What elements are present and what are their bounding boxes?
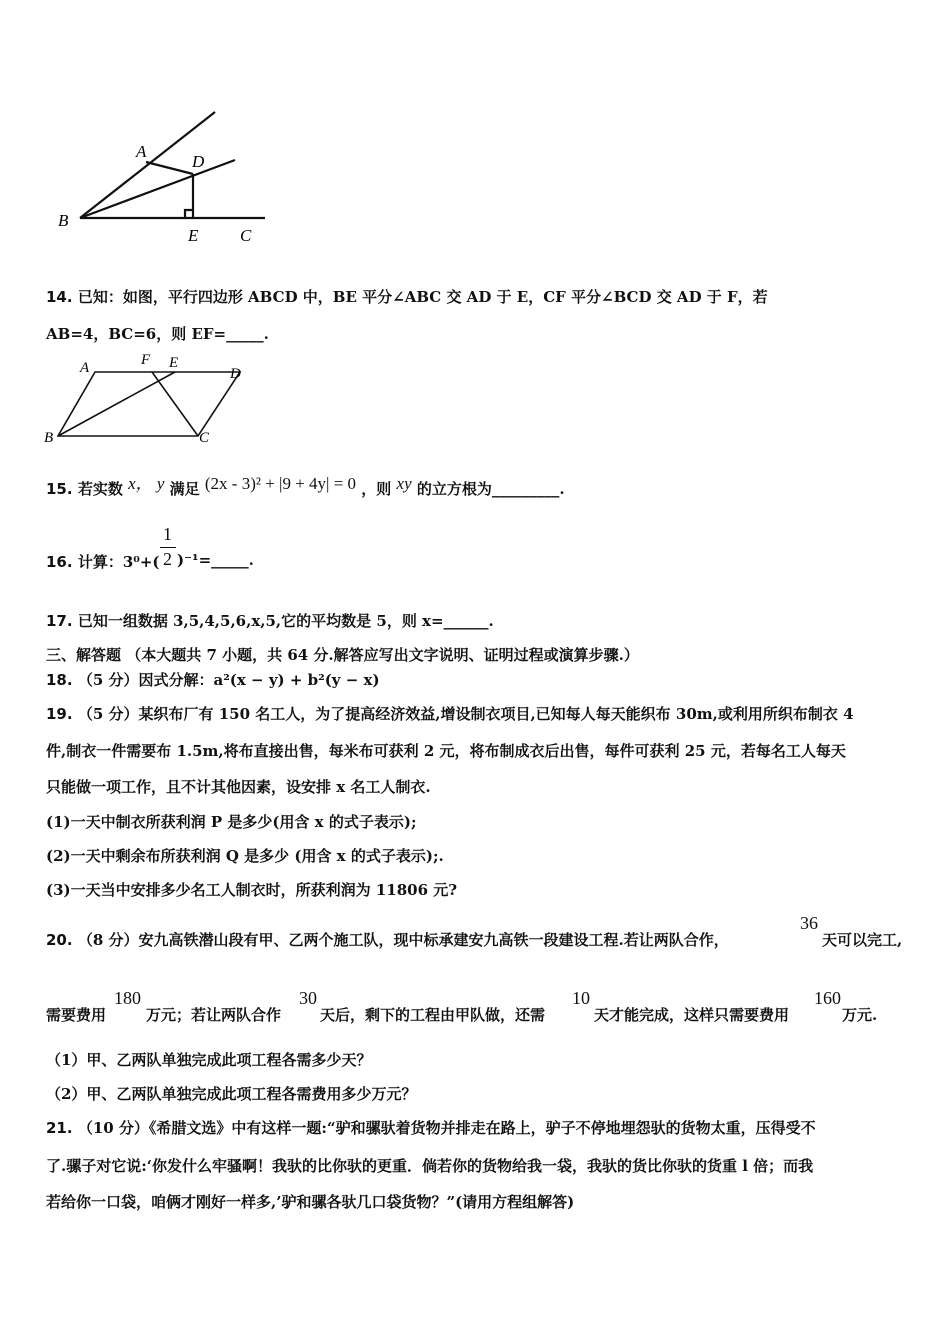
q20-sub2: （2）甲、乙两队单独完成此项工程各需费用多少万元？ — [46, 1085, 417, 1103]
q20-sub1: （1）甲、乙两队单独完成此项工程各需多少天？ — [46, 1051, 372, 1069]
q16-number: 16. — [46, 553, 73, 571]
q16-fraction-numerator: 1 — [163, 524, 172, 544]
q16-line — [46, 551, 160, 572]
q19-text-1: （5 分）某织布厂有 150 名工人，为了提高经济效益,增设制衣项目,已知每人每天能织布 30m,或利用所织布制衣 4 — [77, 705, 854, 723]
q19-sub1: (1)一天中制衣所获利润 P 是多少(用含 x 的式子表示); — [46, 813, 417, 831]
q16-suffix: )⁻¹=_____. — [177, 551, 254, 569]
q18-line — [46, 669, 380, 690]
label-a: A — [80, 360, 90, 376]
angle-bisector-figure — [40, 100, 280, 250]
q21-line2: 了.骡子对它说:‘你发什么牢骚啊！我驮的比你驮的更重．倘若你的货物给我一袋，我驮的货比你驮的货重 l 倍；而我 — [46, 1157, 814, 1175]
q20-days-30: 30 — [299, 988, 317, 1008]
q19-line3: 只能做一项工作，且不计其他因素，设安排 x 名工人制衣. — [46, 778, 431, 796]
q17-number: 17. — [46, 612, 73, 630]
q20-days-10: 10 — [572, 988, 590, 1008]
q14-line1 — [46, 286, 768, 307]
q17-text: 已知一组数据 3,5,4,5,6,x,5,它的平均数是 5，则 x=______. — [77, 612, 494, 630]
q19-line1 — [46, 703, 854, 724]
q20-cost-160: 160 — [814, 988, 841, 1008]
q16-fraction-denominator: 2 — [163, 549, 172, 569]
parallelogram-abcd — [58, 372, 240, 436]
q17-line — [46, 610, 494, 631]
label-c: C — [240, 226, 252, 245]
label-e: E — [169, 355, 179, 371]
label-b: B — [58, 211, 69, 230]
q20-line2a: 需要费用 — [46, 1006, 107, 1024]
q19-number: 19. — [46, 705, 73, 723]
q15-then: ，则 — [361, 480, 392, 498]
q18-number: 18. — [46, 671, 73, 689]
q14-number: 14. — [46, 288, 73, 306]
q20-line2e: 万元. — [842, 1006, 878, 1024]
parallelogram-figure — [40, 350, 250, 445]
q19-line2: 件,制衣一件需要布 1.5m,将布直接出售，每米布可获利 2 元，将布制成衣后出售，每件可获利 25 元，若每名工人每天 — [46, 742, 846, 760]
label-f: F — [141, 352, 151, 368]
q14-line2: AB=4，BC=6，则 EF=_____. — [46, 325, 269, 343]
q19-sub3: (3)一天当中安排多少名工人制衣时，所获利润为 11806 元? — [46, 881, 458, 899]
segment-be — [58, 372, 175, 436]
q15-line — [46, 474, 565, 499]
q15-equation: (2x - 3)² + |9 + 4y| = 0 — [204, 474, 357, 493]
q21-line3: 若给你一口袋，咱俩才刚好一样多,’驴和骡各驮几口袋货物？”(请用方程组解答) — [46, 1193, 575, 1211]
q15-prefix: 若实数 — [77, 480, 123, 498]
q20-cost-180: 180 — [114, 988, 141, 1008]
label-d: D — [230, 366, 241, 382]
q21-text-1: （10 分）《希腊文选》中有这样一题:“驴和骡驮着货物并排走在路上，驴子不停地埋怨驮的货物太重，压得受不 — [77, 1119, 816, 1137]
segment-cf — [152, 372, 198, 436]
q20-line2c: 天后，剩下的工程由甲队做，还需 — [320, 1006, 546, 1024]
q15-vars: x， y — [128, 474, 165, 493]
q14-text-1: 已知：如图，平行四边形 ABCD 中，BE 平分∠ABC 交 AD 于 E，CF 平分∠BCD 交 AD 于 F，若 — [77, 288, 768, 306]
label-e: E — [188, 226, 199, 245]
q18-text: （5 分）因式分解：a²(x − y) + b²(y − x) — [77, 671, 380, 689]
q15-number: 15. — [46, 480, 73, 498]
label-c: C — [199, 430, 210, 445]
section-3-title: 三、解答题 （本大题共 7 小题，共 64 分.解答应写出文字说明、证明过程或演算步骤.） — [46, 646, 639, 664]
q20-line2b: 万元；若让两队合作 — [146, 1006, 282, 1024]
label-b: B — [44, 430, 54, 445]
q20-number: 20. — [46, 931, 73, 949]
label-a: A — [136, 142, 147, 161]
q15-suffix: 的立方根为_________. — [416, 480, 565, 498]
q20-text-1a: （8 分）安九高铁潜山段有甲、乙两个施工队，现中标承建安九高铁一段建设工程.若让两队合作， — [77, 931, 729, 949]
q20-text-1b: 天可以完工, — [822, 931, 903, 949]
segment-ad — [146, 162, 193, 174]
q19-sub2: (2)一天中剩余布所获利润 Q 是多少 (用含 x 的式子表示);. — [46, 847, 444, 865]
q20-days-36: 36 — [800, 913, 818, 933]
q21-line1 — [46, 1117, 816, 1138]
label-d: D — [192, 152, 205, 171]
q16-prefix: 计算：3⁰+( — [77, 553, 160, 571]
q20-line1 — [46, 929, 729, 950]
q20-line2d: 天才能完成，这样只需要费用 — [594, 1006, 790, 1024]
q15-mid: 满足 — [169, 480, 200, 498]
q16-fraction-bar — [160, 547, 176, 548]
q21-number: 21. — [46, 1119, 73, 1137]
right-angle-mark — [185, 210, 193, 218]
ray-bd — [80, 160, 235, 218]
q15-xy: xy — [396, 474, 412, 493]
